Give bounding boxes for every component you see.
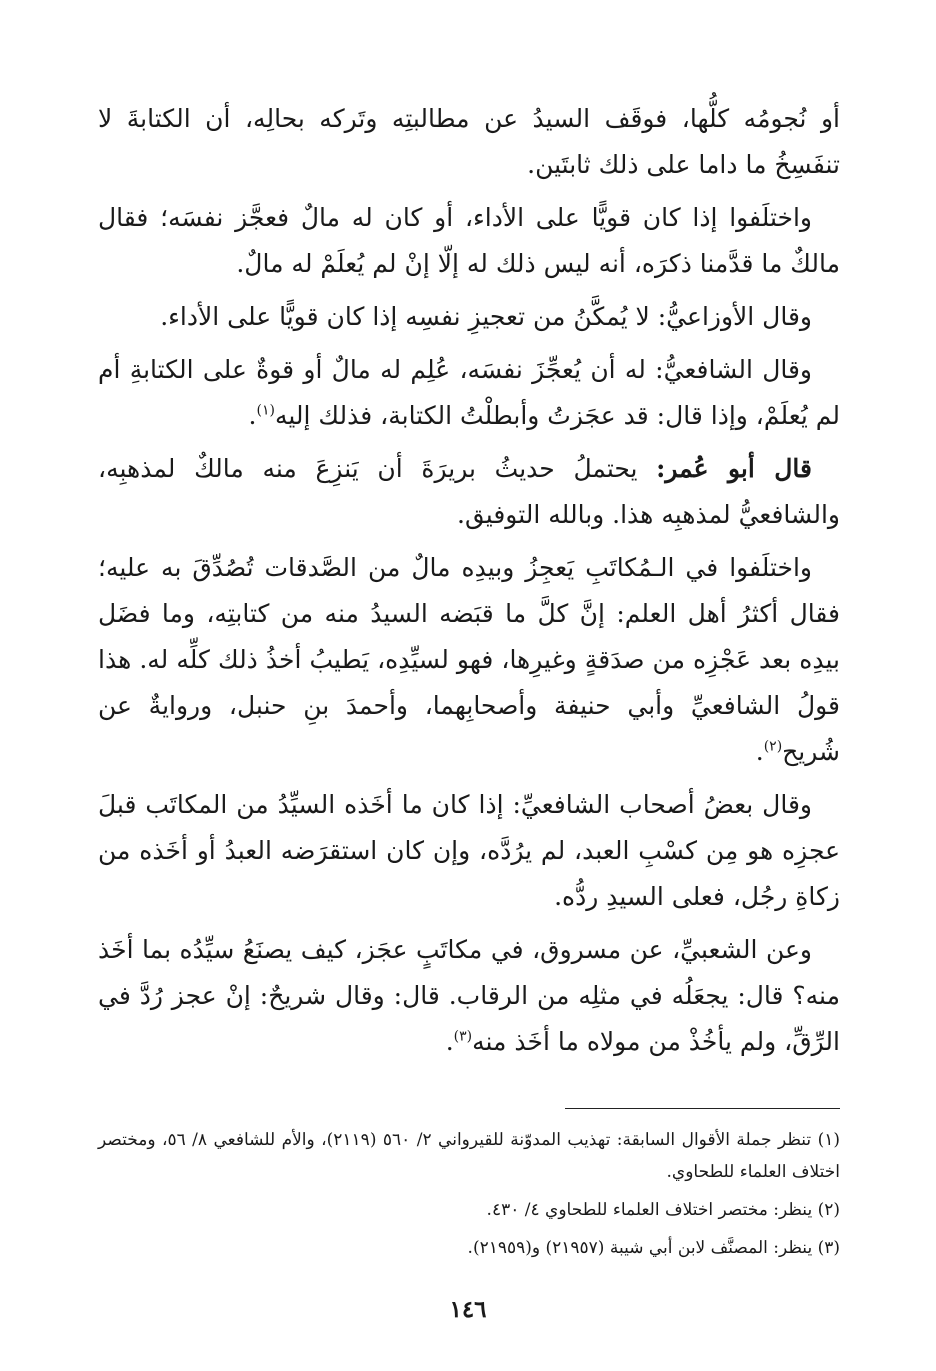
paragraph-4	[98, 347, 840, 439]
paragraph-text: وعن الشعبيِّ، عن مسروق، في مكاتَبٍ عجَز، كيف يصنَعُ سيِّدُه بما أخَذ منه؟ قال: يجعَلُه في مثلِه من الرقاب. قال: وقال شريحٌ: إنْ عجز رُدَّ في الرِّقِّ، ولم يأخُذْ من مولاه ما أخَذ منه	[98, 935, 840, 1056]
paragraph-8	[98, 927, 840, 1065]
paragraph-5	[98, 446, 840, 538]
paragraph-text: واختلَفوا إذا كان قويًّا على الأداء، أو كان له مالٌ فعجَّز نفسَه؛ فقال مالكٌ ما قدَّمنا ذكرَه، أنه ليس ذلك له إلّا إنْ لم يُعلَمْ له مالٌ.	[98, 203, 840, 278]
footnote-divider	[565, 1108, 840, 1109]
paragraph-text: يحتملُ حديثُ بريرَةَ أن يَنزِعَ منه مالكٌ لمذهبِه، والشافعيُّ لمذهبِه هذا. وبالله التوفيق.	[98, 454, 840, 529]
paragraph-text: وقال بعضُ أصحاب الشافعيِّ: إذا كان ما أخَذه السيِّدُ من المكاتَب قبلَ عجزِه هو مِن كسْبِ العبد، لم يرُدَّه، وإن كان استقرَضه العبدُ أو أخَذه من زكاةِ رجُل، فعلى السيدِ ردُّه.	[98, 790, 840, 911]
paragraph-end-punct: .	[248, 401, 257, 430]
paragraph-2	[98, 195, 840, 287]
paragraph-6	[98, 545, 840, 775]
footnote-ref-2: (٢)	[763, 738, 783, 755]
page-number: ١٤٦	[449, 1296, 487, 1323]
paragraph-7	[98, 782, 840, 920]
main-text	[98, 96, 840, 1072]
paragraph-text: واختلَفوا في الـمُكاتَبِ يَعجِزُ وبيدِه مالٌ من الصَّدقات تُصُدِّقَ به عليه؛ فقال أكثرُ أهل العلم: إنَّ كلَّ ما قبَضه السيدُ منه من كتابتِه، وما فضَل بيدِه بعد عَجْزِه من صدَقةٍ وغيرِها، فهو لسيِّدِه، يَطيبُ أخذُ ذلك كلِّه له. هذا قولُ الشافعيِّ وأبي حنيفة وأصحابِهما، وأحمدَ بنِ حنبل، وروايةٌ عن شُريح	[98, 553, 840, 766]
footnote-1: (١) تنظر جملة الأقوال السابقة: تهذيب المدوّنة للقيرواني ٢/ ٥٦٠ (٢١١٩)، والأم للشافعي ٨/ ٥٦، ومختصر اختلاف العلماء للطحاوي.	[98, 1130, 840, 1182]
paragraph-text: وقال الأوزاعيُّ: لا يُمكَّنُ من تعجيزِ نفسِه إذا كان قويًّا على الأداء.	[160, 302, 812, 331]
paragraph-lead: قال أبو عُمر:	[656, 454, 812, 483]
paragraph-1	[98, 96, 840, 188]
paragraph-text: وقال الشافعيُّ: له أن يُعجِّزَ نفسَه، عُلِم له مالٌ أو قوةٌ على الكتابةِ أم لم يُعلَمْ، وإذا قال: قد عجَزتُ وأبطلْتُ الكتابة، فذلك إليه	[98, 355, 840, 430]
footnotes	[98, 1124, 840, 1270]
paragraph-end-punct: .	[445, 1027, 454, 1056]
footnote-3: (٣) ينظر: المصنَّف لابن أبي شيبة (٢١٩٥٧) و(٢١٩٥٩).	[467, 1238, 840, 1258]
paragraph-3	[98, 294, 840, 340]
footnote-2: (٢) ينظر: مختصر اختلاف العلماء للطحاوي ٤/ ٤٣٠.	[486, 1200, 840, 1220]
footnote-ref-1: (١)	[256, 402, 275, 419]
paragraph-text: أو نُجومُه كلُّها، فوقَف السيدُ عن مطالبتِه وتَركه بحالِه، أن الكتابةَ لا تنفَسِخُ ما داما على ذلك ثابتَين.	[98, 104, 840, 179]
footnote-ref-3: (٣)	[453, 1028, 473, 1045]
paragraph-end-punct: .	[755, 737, 764, 766]
